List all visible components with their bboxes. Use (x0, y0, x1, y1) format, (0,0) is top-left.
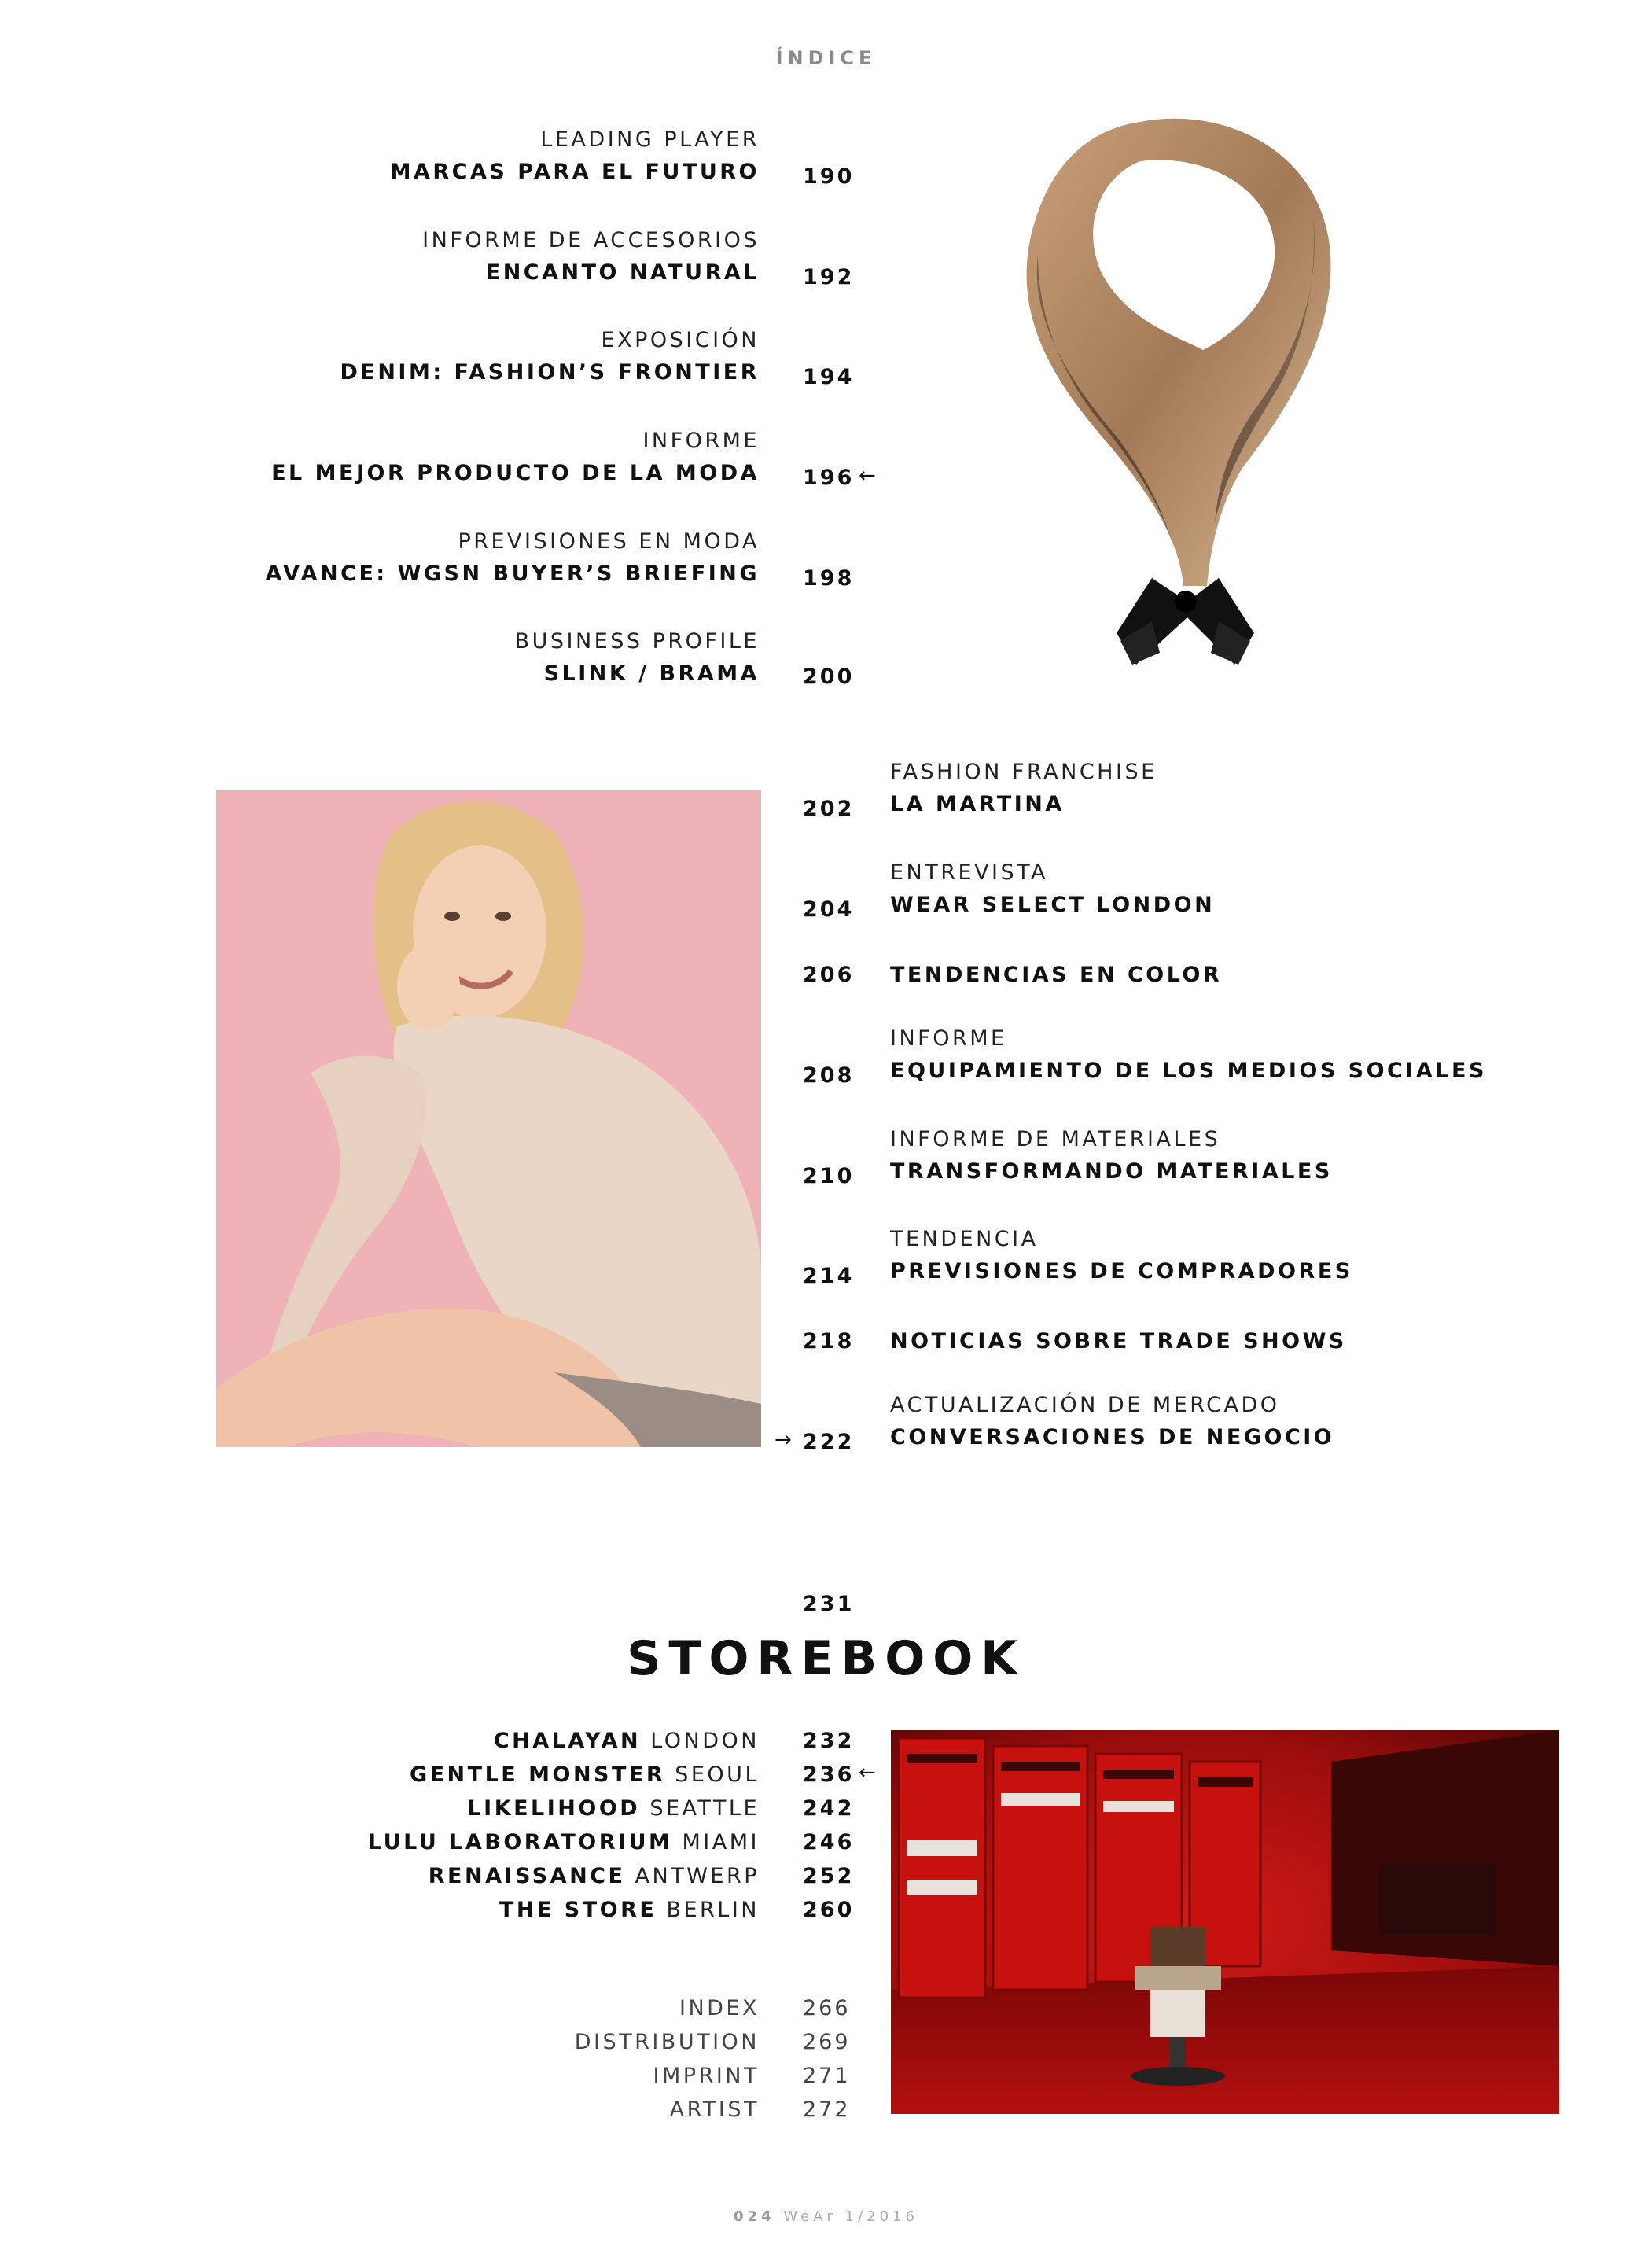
toc-page-number: 200 (803, 665, 855, 689)
toc-category: INFORME (642, 429, 760, 453)
store-city: SEOUL (675, 1762, 760, 1787)
toc-title: DENIM: FASHION’S FRONTIER (340, 360, 760, 385)
toc-title: TRANSFORMANDO MATERIALES (890, 1159, 1333, 1184)
store-city: LONDON (650, 1729, 760, 1753)
toc-title: WEAR SELECT LONDON (890, 893, 1216, 917)
toc-entry[interactable] (890, 860, 1215, 917)
store-entry[interactable] (410, 1762, 760, 1787)
store-name: THE STORE (499, 1898, 657, 1922)
toc-entry[interactable] (890, 760, 1157, 816)
toc-entry[interactable] (890, 1393, 1334, 1449)
toc-category: EXPOSICIÓN (601, 328, 760, 352)
toc-category: PREVISIONES EN MODA (458, 529, 760, 554)
toc-page-number: 198 (803, 566, 855, 591)
toc-title: PREVISIONES DE COMPRADORES (890, 1259, 1353, 1284)
toc-entry[interactable] (890, 1329, 1347, 1353)
store-entry[interactable] (429, 1864, 760, 1888)
index-item-label[interactable]: ARTIST (669, 2097, 760, 2122)
store-page-number: 236 (803, 1762, 855, 1787)
store-name: LULU LABORATORIUM (367, 1830, 673, 1854)
right-arrow-icon: → (774, 1428, 792, 1452)
page-footer (0, 2208, 1652, 2225)
storebook-heading: STOREBOOK (627, 1631, 1025, 1686)
index-item-page: 266 (803, 1996, 851, 2020)
store-city: BERLIN (666, 1898, 760, 1922)
store-page-number: 242 (803, 1796, 855, 1821)
toc-entry[interactable] (422, 228, 760, 285)
toc-title: AVANCE: WGSN BUYER’S BRIEFING (265, 562, 760, 586)
store-page-number: 232 (803, 1729, 855, 1753)
toc-page-number: 194 (803, 365, 855, 389)
toc-page-number: 196 (803, 466, 855, 490)
index-item-label[interactable]: INDEX (679, 1996, 760, 2020)
toc-category: LEADING PLAYER (540, 127, 760, 152)
store-entry[interactable] (494, 1729, 760, 1753)
toc-entry[interactable] (890, 963, 1222, 987)
store-city: ANTWERP (635, 1864, 760, 1888)
left-arrow-icon: ← (859, 1761, 876, 1784)
store-entry[interactable] (499, 1898, 760, 1922)
store-city: SEATTLE (649, 1796, 760, 1821)
store-city: MIAMI (682, 1830, 760, 1854)
store-page-number: 252 (803, 1864, 855, 1888)
toc-entry[interactable] (890, 1227, 1353, 1284)
fur-scarf-image (983, 98, 1368, 712)
toc-title: LA MARTINA (890, 792, 1065, 816)
index-item-page: 272 (803, 2097, 851, 2122)
toc-page-number: 192 (803, 265, 855, 289)
toc-category: ENTREVISTA (890, 860, 1049, 885)
store-page-number: 246 (803, 1830, 855, 1854)
index-item-page: 269 (803, 2030, 851, 2054)
store-name: CHALAYAN (493, 1729, 642, 1753)
toc-category: INFORME DE MATERIALES (890, 1127, 1221, 1151)
toc-category: ACTUALIZACIÓN DE MERCADO (890, 1393, 1280, 1417)
toc-page-number: 206 (803, 963, 855, 987)
toc-title: EL MEJOR PRODUCTO DE LA MODA (271, 461, 760, 485)
toc-category: FASHION FRANCHISE (890, 760, 1157, 784)
toc-category: INFORME (890, 1026, 1007, 1051)
toc-entry[interactable] (515, 629, 760, 686)
toc-category: INFORME DE ACCESORIOS (422, 228, 760, 252)
store-name: GENTLE MONSTER (409, 1762, 666, 1787)
store-interior-photo (891, 1730, 1559, 2114)
toc-page-number: 202 (803, 797, 855, 821)
toc-entry[interactable] (266, 529, 760, 586)
toc-title: SLINK / BRAMA (543, 661, 760, 686)
toc-entry[interactable] (271, 429, 760, 485)
toc-entry[interactable] (890, 1127, 1333, 1184)
left-arrow-icon: ← (859, 464, 876, 488)
toc-title: MARCAS PARA EL FUTURO (389, 160, 760, 184)
model-photo (216, 790, 761, 1447)
storebook-page-number: 231 (803, 1592, 855, 1616)
toc-title: CONVERSACIONES DE NEGOCIO (890, 1425, 1335, 1449)
toc-page-number: 222 (803, 1430, 855, 1454)
toc-title: TENDENCIAS EN COLOR (890, 963, 1223, 987)
index-item-page: 271 (803, 2064, 851, 2088)
footer-page-number: 024 (734, 2208, 775, 2225)
toc-title: EQUIPAMIENTO DE LOS MEDIOS SOCIALES (890, 1059, 1487, 1083)
index-item-label[interactable]: DISTRIBUTION (574, 2030, 760, 2054)
store-entry[interactable] (368, 1830, 760, 1854)
toc-entry[interactable] (340, 328, 760, 385)
toc-page-number: 210 (803, 1164, 855, 1188)
store-page-number: 260 (803, 1898, 855, 1922)
toc-category: BUSINESS PROFILE (514, 629, 760, 654)
toc-title: ENCANTO NATURAL (485, 260, 760, 285)
toc-page-number: 190 (803, 164, 855, 189)
footer-publication: WeAr 1/2016 (783, 2208, 918, 2225)
toc-page-number: 208 (803, 1063, 855, 1088)
toc-category: TENDENCIA (890, 1227, 1039, 1251)
index-item-label[interactable]: IMPRINT (653, 2064, 760, 2088)
toc-title: NOTICIAS SOBRE TRADE SHOWS (890, 1329, 1347, 1353)
page-header: ÍNDICE (775, 47, 877, 69)
store-name: LIKELIHOOD (467, 1796, 641, 1821)
toc-entry[interactable] (390, 127, 760, 184)
store-entry[interactable] (467, 1796, 760, 1821)
toc-page-number: 218 (803, 1329, 855, 1353)
toc-entry[interactable] (890, 1026, 1487, 1083)
store-name: RENAISSANCE (428, 1864, 626, 1888)
toc-page-number: 204 (803, 897, 855, 922)
toc-page-number: 214 (803, 1264, 855, 1288)
